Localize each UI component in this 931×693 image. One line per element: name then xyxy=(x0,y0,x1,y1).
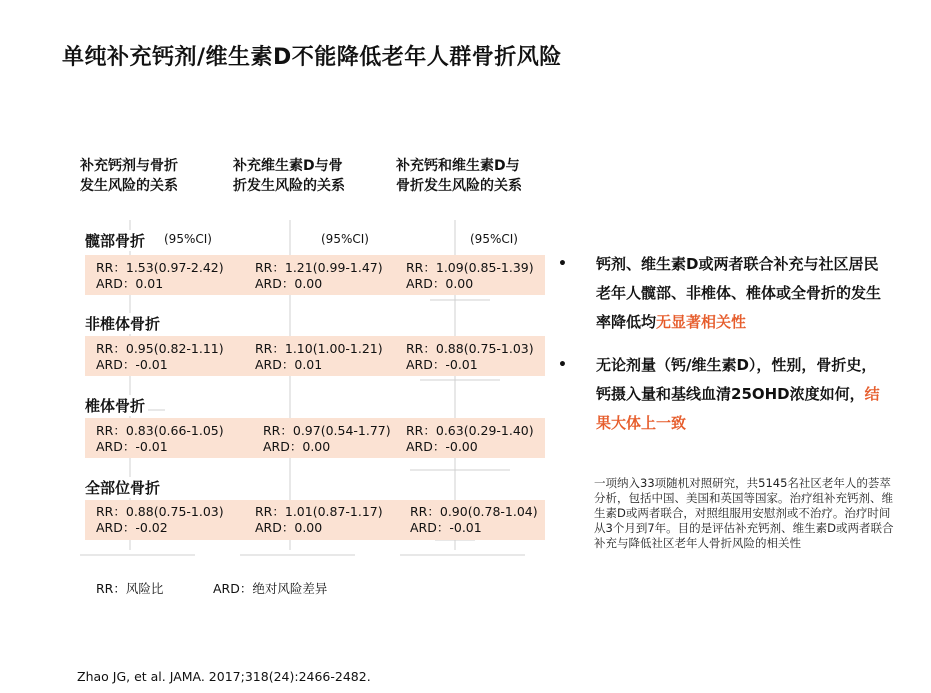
bullet-dot-icon: • xyxy=(558,256,567,272)
row-label-vertebral: 椎体骨折 xyxy=(82,395,148,416)
finding-item: • 钙剂、维生素D或两者联合补充与社区居民老年人髋部、非椎体、椎体或全骨折的发生率降低均无显著相关性 xyxy=(558,250,888,337)
finding-item: • 无论剂量（钙/维生素D），性别，骨折史，钙摄入量和基线血清25OHD浓度如何，结果大体上一致 xyxy=(558,351,888,438)
citation: Zhao JG, et al. JAMA. 2017;318(24):2466-2482. xyxy=(77,669,371,684)
rr-cell: RR：1.09(0.85-1.39) ARD：0.00 xyxy=(406,260,534,291)
study-note: 一项纳入33项随机对照研究，共5145名社区老年人的荟萃分析，包括中国、美国和英国等国家。治疗组补充钙剂、维生素D或两者联合，对照组服用安慰剂或不治疗。治疗时间从3个月到7年。目的是评估补充钙剂、维生素D或两者联合补充与降低社区老年人骨折风险的相关性 xyxy=(594,476,894,550)
ci-label: (95%CI) xyxy=(470,232,518,246)
rr-cell: RR：0.83(0.66-1.05) ARD：-0.01 xyxy=(96,423,224,454)
column-heading-calcium: 补充钙剂与骨折 发生风险的关系 xyxy=(80,158,178,194)
rr-cell: RR：0.90(0.78-1.04) ARD：-0.01 xyxy=(410,504,538,535)
rr-cell: RR：1.53(0.97-2.42) ARD：0.01 xyxy=(96,260,224,291)
page-title: 单纯补充钙剂/维生素D不能降低老年人群骨折风险 xyxy=(62,45,562,70)
rr-cell: RR：0.97(0.54-1.77) ARD：0.00 xyxy=(263,423,391,454)
rr-cell: RR：0.63(0.29-1.40) ARD：-0.00 xyxy=(406,423,534,454)
key-findings xyxy=(558,250,888,452)
bullet-dot-icon: • xyxy=(558,357,567,373)
ci-label: (95%CI) xyxy=(164,232,212,246)
column-heading-combined: 补充钙和维生素D与 骨折发生风险的关系 xyxy=(396,158,522,194)
legend-ard: ARD：绝对风险差异 xyxy=(213,581,328,596)
ci-label: (95%CI) xyxy=(321,232,369,246)
row-label-nonvertebral: 非椎体骨折 xyxy=(82,313,163,334)
rr-cell: RR：1.21(0.99-1.47) ARD：0.00 xyxy=(255,260,383,291)
rr-cell: RR：0.88(0.75-1.03) ARD：-0.01 xyxy=(406,341,534,372)
legend-rr: RR：风险比 xyxy=(96,581,164,596)
rr-cell: RR：0.88(0.75-1.03) ARD：-0.02 xyxy=(96,504,224,535)
column-heading-vitamin-d: 补充维生素D与骨 折发生风险的关系 xyxy=(233,158,345,194)
row-label-all: 全部位骨折 xyxy=(82,477,163,498)
rr-cell: RR：1.01(0.87-1.17) ARD：0.00 xyxy=(255,504,383,535)
rr-cell: RR：0.95(0.82-1.11) ARD：-0.01 xyxy=(96,341,224,372)
rr-cell: RR：1.10(1.00-1.21) ARD：0.01 xyxy=(255,341,383,372)
row-label-hip: 髋部骨折 xyxy=(82,230,148,251)
